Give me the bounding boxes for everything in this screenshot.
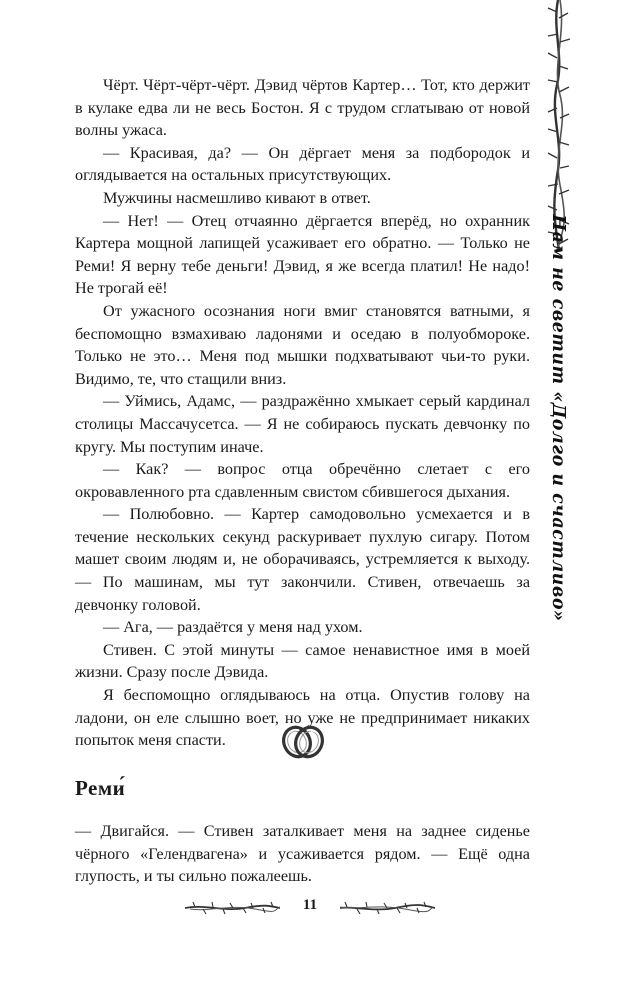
thorn-vine-icon bbox=[538, 0, 578, 250]
interlocked-rings-icon bbox=[277, 720, 329, 764]
paragraph: Я беспомощно оглядываюсь на отца. Опустив голову на ладони, он еле слышно воет, но уже не предпринимает никаких попыток меня спасти. bbox=[75, 686, 530, 750]
running-title: Нам не светит «Долго и счастливо» bbox=[548, 214, 568, 622]
paragraph: — Ага, — раздаётся у меня над ухом. bbox=[103, 618, 363, 637]
main-text bbox=[75, 74, 530, 752]
paragraph: — Красивая, да? — Он дёргает меня за подбородок и оглядывается на остальных присутствующих. bbox=[75, 143, 530, 185]
paragraph: — Как? — вопрос отца обречённо слетает с его окровавленного рта сдавленным свистом сбившегося дыхания. bbox=[75, 460, 530, 501]
paragraph: Стивен. С этой минуты — самое ненавистное имя в моей жизни. Сразу после Дэвида. bbox=[75, 640, 530, 682]
paragraph: От ужасного осознания ноги вмиг становятся ватными, я беспомощно взмахиваю ладонями и оседаю в полуобмороке. Только не это… Меня под мышки подхватывают чьи-то руки. Видимо, те, что стащили вниз. bbox=[75, 301, 530, 388]
paragraph: — Уймись, Адамс, — раздражённо хмыкает серый кардинал столицы Массачусетса. — Я не собираюсь пускать девчонку по кругу. Мы поступим иначе. bbox=[75, 392, 530, 456]
paragraph: — Нет! — Отец отчаянно дёргается вперёд, но охранник Картера мощной лапищей усаживает его обратно. — Только не Реми! Я верну тебе деньги! Дэвид, я же всегда платил! Не надо! Не трогай её! bbox=[75, 211, 530, 298]
chapter-heading: Реми́ bbox=[75, 776, 126, 800]
paragraph: — Двигайся. — Стивен заталкивает меня на заднее сиденье чёрного «Гелендвагена» и усаживается рядом. — Ещё одна глупость, и ты сильно пожалеешь. bbox=[75, 822, 530, 886]
thorn-branch-icon bbox=[340, 901, 435, 915]
paragraph: — Полюбовно. — Картер самодовольно усмехается и в течение нескольких секунд раскуривает пухлую сигару. Потом машет своим людям и, не оборачиваясь, устремляется к выходу. — По машинам, мы тут закончили. Стивен, отвечаешь за девчонку головой. bbox=[75, 505, 530, 614]
page-number: 11 bbox=[302, 897, 318, 913]
chapter-text bbox=[75, 820, 530, 888]
folio bbox=[185, 895, 435, 921]
paragraph: Мужчины насмешливо кивают в ответ. bbox=[103, 188, 371, 207]
paragraph: Чёрт. Чёрт-чёрт-чёрт. Дэвид чёртов Картер… Тот, кто держит в кулаке едва ли не весь Бостон. Я с трудом сглатываю от новой волны ужаса. bbox=[75, 76, 530, 140]
